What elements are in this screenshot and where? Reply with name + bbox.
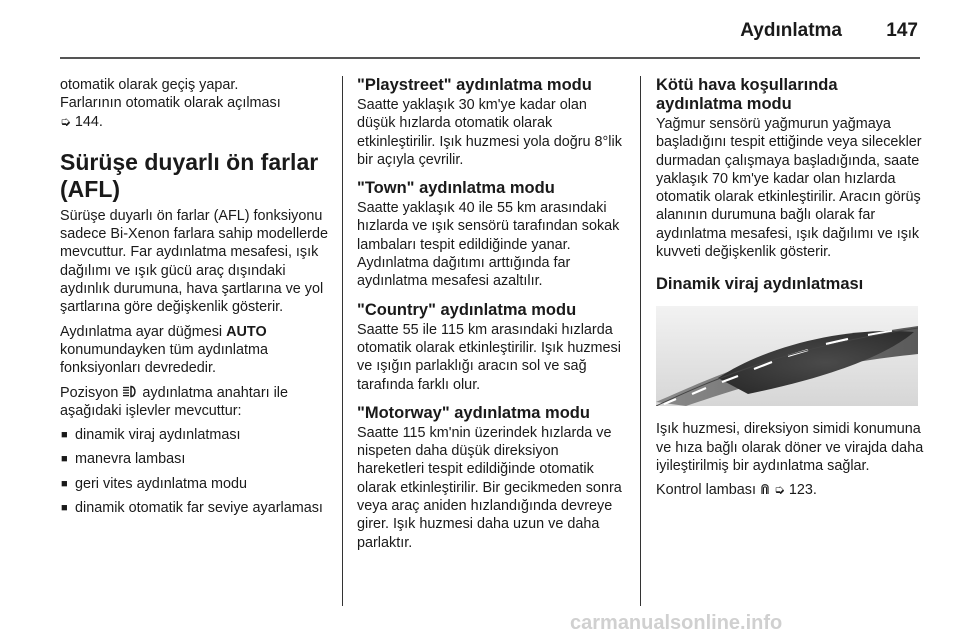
control-paragraph — [656, 481, 924, 499]
town-paragraph: Saatte yaklaşık 40 ile 55 km arasındaki hızlarda ve ışık sensörü tarafından sokak lambaları tespit edildiğinde yanar. Aydınlatma dağıtımı arttığında far aydınlatma mesafesi azaltılır. — [357, 200, 620, 290]
auto-label: AUTO — [226, 323, 267, 340]
switch-paragraph — [60, 323, 332, 378]
bad-weather-paragraph: Yağmur sensörü yağmurun yağmaya başladığını tespit ettiğinde veya silecekler durmadan çalışmaya başladığında, saate yaklaşık 70 km'ye kadar olan hızlarda otomatik olarak etkinleştirilir. Aracın görüş alanının durumuna bağlı olarak far aydınlatma mesafesi, ışık dağılımı ve ışık kuvveti değişkenlik gösterir. — [656, 116, 922, 261]
bullet-square-icon: ■ — [61, 453, 68, 466]
switch-text-after: konumundayken tüm aydınlatma fonksiyonları devrededir. — [60, 341, 268, 377]
header-divider — [60, 57, 920, 59]
watermark: carmanualsonline.info — [570, 612, 783, 634]
column-divider-2 — [640, 76, 641, 606]
bullet-square-icon: ■ — [61, 502, 68, 515]
intro-ref-link[interactable]: 144. — [74, 113, 103, 130]
afl-heading: Sürüşe duyarlı ön farlar (AFL) — [60, 148, 319, 202]
column-3 — [656, 76, 924, 506]
town-heading: "Town" aydınlatma modu — [357, 179, 555, 198]
list-item-text: manevra lambası — [75, 451, 186, 468]
motorway-paragraph: Saatte 115 km'nin üzerindek hızlarda ve nispeten daha düşük direksiyon hareketleri tespit edildiğinde otomatik olarak etkinleştirilir. Bir gecikmeden sonra veya araç aniden hızlandığında devreye girer. Işık huzmesi daha uzun ve daha parlaktır. — [357, 424, 622, 551]
playstreet-paragraph: Saatte yaklaşık 30 km'ye kadar olan düşük hızlarda otomatik olarak etkinleştirilir. Işık huzmesi yola doğru 8°lik bir açıyla çevrilir. — [357, 97, 622, 168]
dynamic-curve-illustration — [656, 306, 918, 406]
country-heading: "Country" aydınlatma modu — [357, 300, 577, 319]
country-paragraph: Saatte 55 ile 115 km arasındaki hızlarda otomatik olarak etkinleştirilir. Işık huzmesi ve ışığın parlaklığı aracın sol ve sağ tarafında farklı olur. — [357, 321, 621, 393]
list-item — [60, 499, 332, 517]
bullet-square-icon: ■ — [61, 477, 68, 490]
dynamic-paragraph: Işık huzmesi, direksiyon simidi konumuna ve hıza bağlı olarak döner ve virajda daha iyileştirilmiş bir aydınlatma sağlar. — [656, 421, 924, 474]
position-text-before: Pozisyon — [60, 384, 119, 401]
motorway-heading: "Motorway" aydınlatma modu — [357, 403, 590, 422]
arrow-ref-icon: ➭ — [60, 113, 71, 129]
list-item — [60, 426, 332, 444]
arrow-ref-icon: ➭ — [773, 482, 785, 498]
switch-text-before: Aydınlatma ayar düğmesi — [60, 323, 223, 340]
intro-line-1: otomatik olarak geçiş yapar. — [60, 77, 239, 93]
column-2 — [357, 76, 627, 558]
list-item — [60, 450, 332, 468]
page-number: 147 — [886, 20, 918, 41]
position-text-after: aydınlatma anahtarı ile aşağıdaki işlevler mevcuttur: — [60, 384, 288, 419]
list-item-text: dinamik viraj aydınlatması — [75, 427, 241, 444]
list-item — [60, 475, 332, 493]
list-item-text: geri vites aydınlatma modu — [75, 475, 247, 492]
afl-control-icon — [760, 482, 774, 498]
column-1 — [60, 76, 332, 523]
page-header — [0, 0, 960, 60]
control-text-before: Kontrol lambası — [656, 482, 756, 499]
bullet-square-icon: ■ — [61, 429, 68, 442]
intro-paragraph — [60, 76, 332, 131]
list-item-text: dinamik otomatik far seviye ayarlaması — [75, 500, 323, 517]
dynamic-heading: Dinamik viraj aydınlatması — [656, 275, 864, 294]
page-title: Aydınlatma — [740, 20, 842, 41]
intro-line-2: Farlarının otomatik olarak açılması — [60, 95, 281, 112]
headlight-icon — [122, 385, 142, 401]
position-paragraph — [60, 384, 332, 421]
afl-paragraph: Sürüşe duyarlı ön farlar (AFL) fonksiyonu sadece Bi-Xenon farlara sahip modellerde mevcuttur. Far aydınlatma mesafesi, ışık dağılımı ve ışık gücü araç dışındaki aydınlık durumuna, hava şartlarına ve yol şartlarına göre değişkenlik gösterir. — [60, 207, 328, 316]
control-ref-link[interactable]: 123. — [788, 482, 817, 499]
bad-weather-heading: Kötü hava koşullarında aydınlatma modu — [656, 76, 838, 113]
column-divider-1 — [342, 76, 343, 606]
playstreet-heading: "Playstreet" aydınlatma modu — [357, 76, 592, 94]
function-list — [60, 426, 332, 517]
